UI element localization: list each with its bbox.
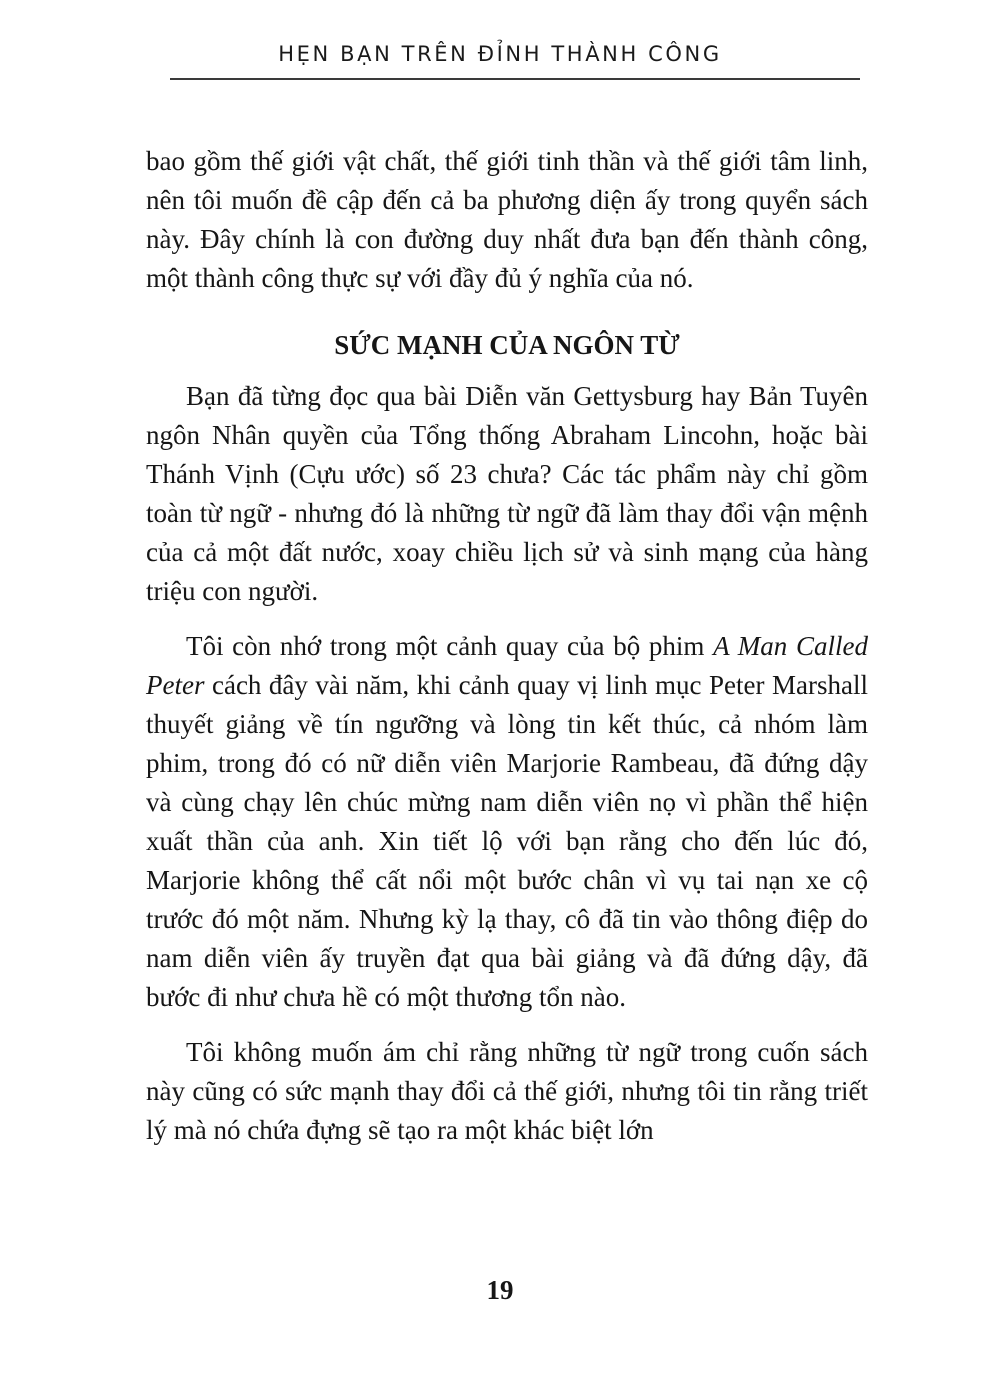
page-number: 19 [486,1275,514,1305]
paragraph-gettysburg: Bạn đã từng đọc qua bài Diễn văn Gettysburg hay Bản Tuyên ngôn Nhân quyền của Tổng thống Abraham Lincohn, hoặc bài Thánh Vịnh (Cựu ước) số 23 chưa? Các tác phẩm này chỉ gồm toàn từ ngữ - nhưng đó là những từ ngữ đã làm thay đổi vận mệnh của cả một đất nước, xoay chiều lịch sử và sinh mạng của hàng triệu con người. [146,381,868,606]
page-body [146,142,868,1166]
film-title: A Man Called Peter [146,631,868,700]
paragraph-continuation: bao gồm thế giới vật chất, thế giới tinh thần và thế giới tâm linh, nên tôi muốn đề cập đến cả ba phương diện ấy trong quyển sách này. Đây chính là con đường duy nhất đưa bạn đến thành công, một thành công thực sự với đầy đủ ý nghĩa của nó. [146,146,868,293]
running-header: HẸN BẠN TRÊN ĐỈNH THÀNH CÔNG [278,42,722,66]
header-rule [170,78,860,80]
paragraph-film-start: Tôi còn nhớ trong một cảnh quay của bộ phim [186,631,714,661]
paragraph-film-rest: cách đây vài năm, khi cảnh quay vị linh mục Peter Marshall thuyết giảng về tín ngưỡng và lòng tin kết thúc, cả nhóm làm phim, trong đó có nữ diễn viên Marjorie Rambeau, đã đứng dậy và cùng chạy lên chúc mừng nam diễn viên nọ vì phần thể hiện xuất thần của anh. Xin tiết lộ với bạn rằng cho đến lúc đó, Marjorie không thể cất nổi một bước chân vì vụ tai nạn xe cộ trước đó một năm. Nhưng kỳ lạ thay, cô đã tin vào thông điệp do nam diễn viên ấy truyền đạt qua bài giảng và đã đứng dậy, đã bước đi như chưa hề có một thương tổn nào. [146,670,868,1012]
paragraph-film [146,627,868,1017]
section-heading: SỨC MẠNH CỦA NGÔN TỪ [334,330,680,360]
paragraph-closing: Tôi không muốn ám chỉ rằng những từ ngữ trong cuốn sách này cũng có sức mạnh thay đổi cả thế giới, nhưng tôi tin rằng triết lý mà nó chứa đựng sẽ tạo ra một khác biệt lớn [146,1037,868,1145]
